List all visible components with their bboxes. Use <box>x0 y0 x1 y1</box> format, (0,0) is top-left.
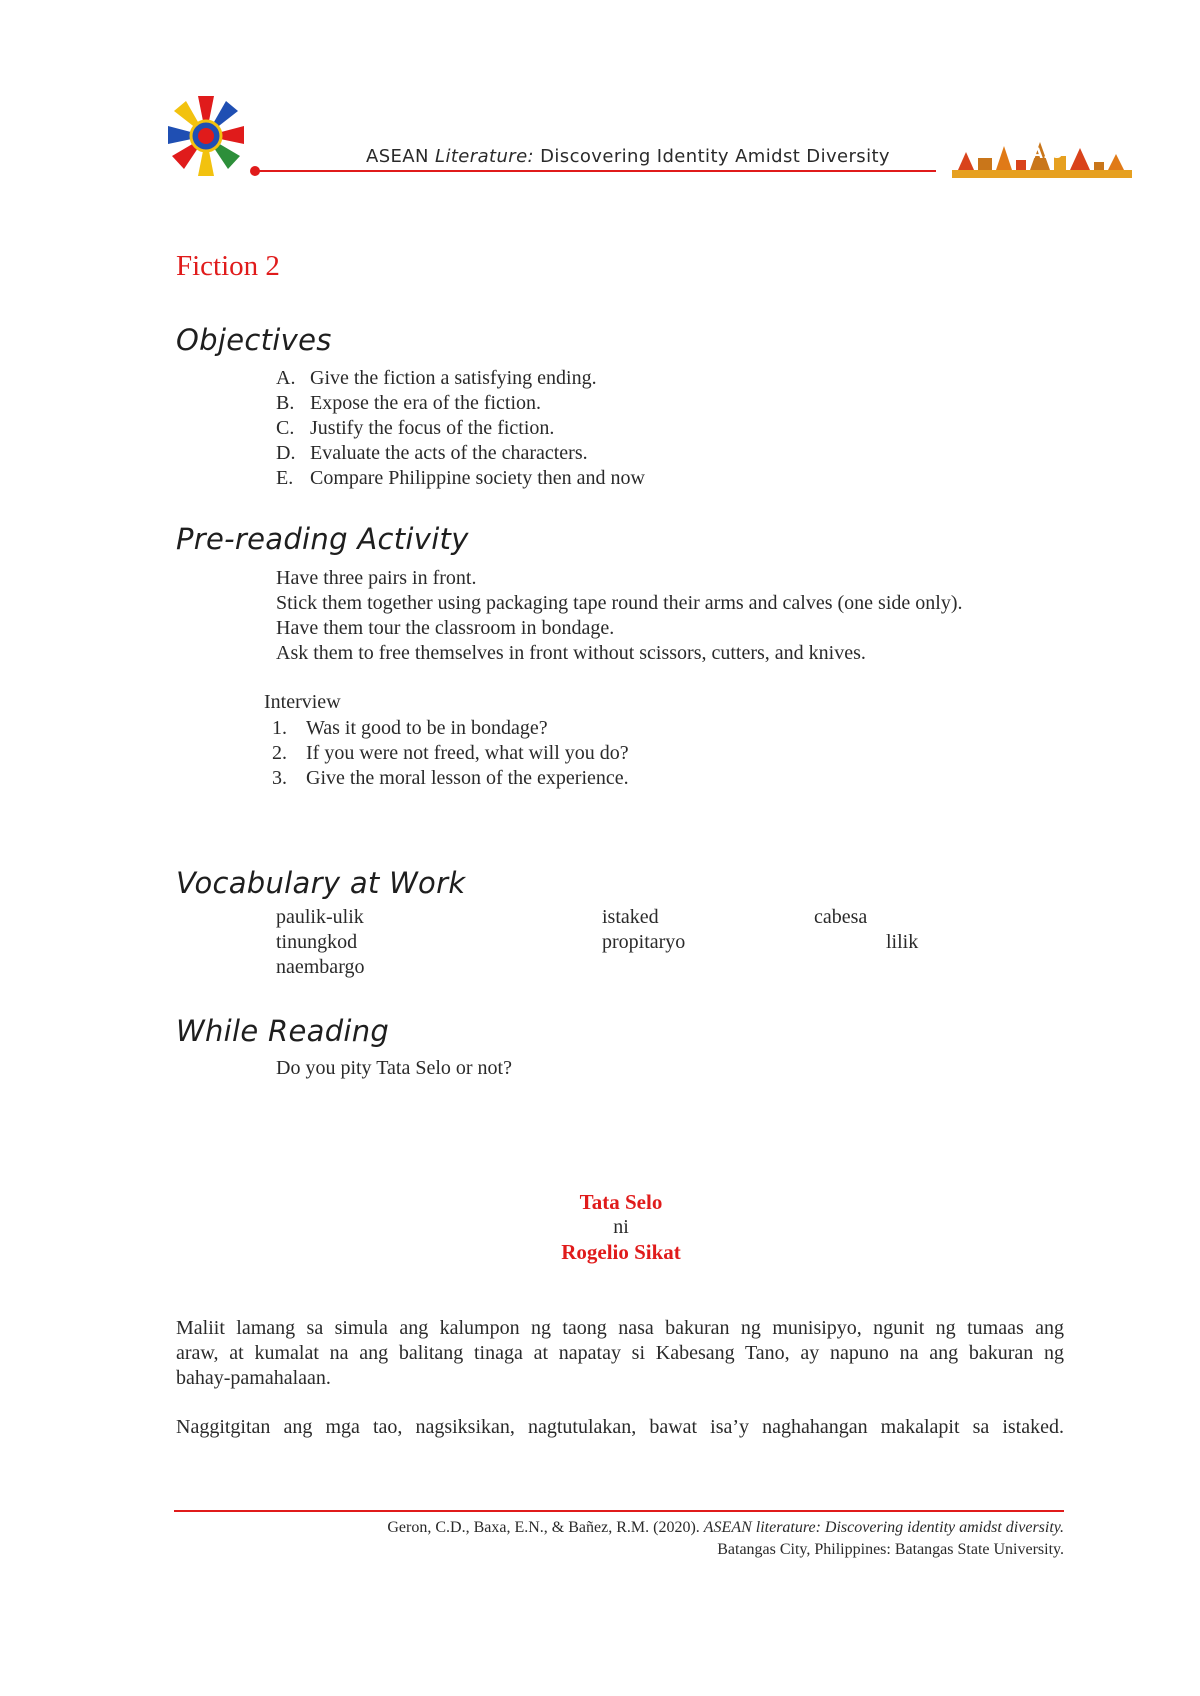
header-rule <box>256 170 936 172</box>
list-text: Justify the focus of the fiction. <box>310 417 555 439</box>
header-title-rest: Discovering Identity Amidst Diversity <box>540 146 890 167</box>
story-by: ni <box>613 1216 629 1238</box>
list-marker: C. <box>276 417 295 439</box>
header-title-prefix: ASEAN <box>366 146 429 167</box>
interview-item <box>272 741 972 766</box>
list-marker: 1. <box>272 717 287 739</box>
section-title: Fiction 2 <box>176 250 280 282</box>
citation-book-title: ASEAN literature: Discovering identity amidst diversity. <box>703 1519 1064 1536</box>
objective-item <box>276 366 976 391</box>
instruction-line: Ask them to free themselves in front without scissors, cutters, and knives. <box>276 642 866 664</box>
header-title <box>366 146 890 167</box>
vocab-word: istaked <box>602 906 659 928</box>
list-text: Compare Philippine society then and now <box>310 467 645 489</box>
list-text: Evaluate the acts of the characters. <box>310 442 588 464</box>
objective-item <box>276 391 976 416</box>
list-marker: A. <box>276 367 296 389</box>
list-text: Give the moral lesson of the experience. <box>306 767 629 789</box>
footer-citation <box>387 1517 1064 1561</box>
vocab-word: lilik <box>886 931 919 953</box>
list-text: Was it good to be in bondage? <box>306 717 548 739</box>
footer-rule <box>174 1510 1064 1512</box>
list-marker: 3. <box>272 767 287 789</box>
vocab-word: paulik-ulik <box>276 906 364 928</box>
objective-item <box>276 441 976 466</box>
list-text: Give the fiction a satisfying ending. <box>310 367 597 389</box>
paragraph-line: Maliit lamang sa simula ang kalumpon ng taong nasa bakuran ng munisipyo, ngunit ng tumaas ang <box>176 1317 1064 1339</box>
asean-logo <box>158 92 254 180</box>
story-paragraph-2: Naggitgitan ang mga tao, nagsiksikan, nagtutulakan, bawat isa’y naghahangan makalapit sa istaked. <box>176 1416 1064 1438</box>
interview-list <box>272 716 972 791</box>
list-text: If you were not freed, what will you do? <box>306 742 629 764</box>
instruction-line: Have them tour the classroom in bondage. <box>276 617 615 639</box>
list-marker: D. <box>276 442 296 464</box>
instruction-line: Stick them together using packaging tape round their arms and calves (one side only). <box>276 592 963 614</box>
while-reading-question: Do you pity Tata Selo or not? <box>276 1057 512 1079</box>
while-reading-heading: While Reading <box>176 1014 390 1048</box>
header-title-italic: Literature: <box>435 146 535 167</box>
list-marker: 2. <box>272 742 287 764</box>
page-number: A15 <box>1032 146 1063 162</box>
interview-item <box>272 766 972 791</box>
instruction-line: Have three pairs in front. <box>276 567 477 589</box>
vocab-word: naembargo <box>276 956 365 978</box>
story-title: Tata Selo <box>579 1190 663 1214</box>
list-text: Expose the era of the fiction. <box>310 392 542 414</box>
vocab-word: cabesa <box>814 906 868 928</box>
objectives-heading: Objectives <box>176 323 332 357</box>
objective-item <box>276 466 976 491</box>
list-marker: E. <box>276 467 294 489</box>
list-marker: B. <box>276 392 295 414</box>
citation-line-2: Batangas City, Philippines: Batangas State University. <box>717 1541 1064 1558</box>
interview-item <box>272 716 972 741</box>
objectives-list <box>276 366 976 491</box>
paragraph-line: araw, at kumalat na ang balitang tinaga at napatay si Kabesang Tano, ay napuno na ang bakuran ng <box>176 1342 1064 1364</box>
vocab-word: tinungkod <box>276 931 358 953</box>
prereading-heading: Pre-reading Activity <box>176 522 469 556</box>
story-paragraph-1 <box>176 1316 1064 1391</box>
prereading-instructions <box>276 566 1136 666</box>
citation-line-1 <box>387 1517 1064 1539</box>
vocab-word: propitaryo <box>602 931 686 953</box>
objective-item <box>276 416 976 441</box>
citation-authors: Geron, C.D., Baxa, E.N., & Bañez, R.M. (2020). <box>387 1519 700 1536</box>
interview-label: Interview <box>264 691 341 713</box>
story-author: Rogelio Sikat <box>561 1240 681 1264</box>
paragraph-line: bahay-pamahalaan. <box>176 1367 331 1389</box>
vocabulary-heading: Vocabulary at Work <box>176 866 466 900</box>
